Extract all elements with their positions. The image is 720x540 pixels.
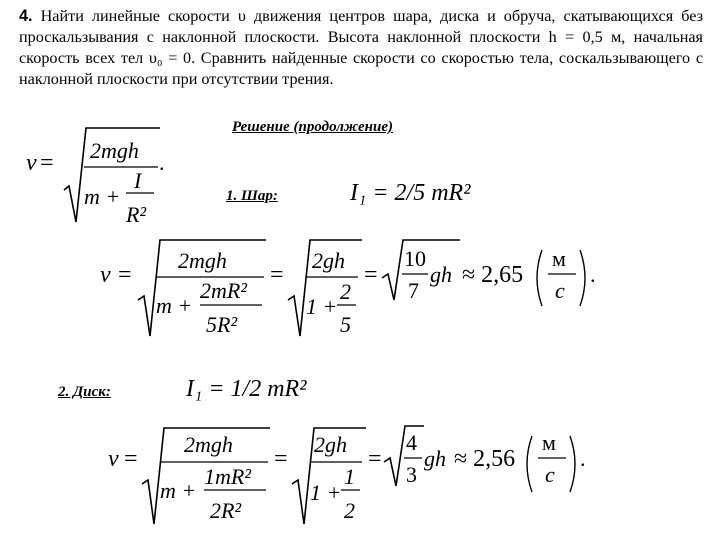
equals-sign: =: [368, 446, 382, 472]
equals-sign: =: [118, 262, 132, 288]
disk-step2-den-one: 1 +: [310, 480, 342, 505]
equals-sign: =: [364, 262, 378, 288]
ball-step3-frac-den: 7: [408, 278, 419, 303]
period: .: [590, 262, 596, 287]
ball-inertia: I₁ = 2/5 mR²: [350, 180, 471, 206]
left-paren: [537, 250, 542, 306]
radical-sign: [384, 426, 424, 486]
period: .: [159, 150, 165, 175]
ball-label: 1. Шар:: [226, 188, 278, 204]
ball-velocity-formula: [100, 240, 596, 337]
disk-step1-den-num: 1mR²: [204, 464, 251, 489]
ball-step2-den-den: 5: [340, 312, 351, 337]
ball-step1-den-num: 2mR²: [200, 278, 247, 303]
equals-sign: =: [274, 446, 288, 472]
disk-step1-den-mass: m +: [160, 478, 197, 503]
equals-sign: =: [124, 446, 138, 472]
right-paren: [570, 436, 575, 492]
disk-label: 2. Диск:: [58, 384, 111, 400]
right-paren: [580, 250, 585, 306]
radius-squared: R²: [126, 202, 147, 227]
disk-step3-var: gh: [424, 446, 446, 471]
disk-step2-den-den: 2: [344, 498, 355, 523]
problem-number: 4.: [19, 7, 33, 25]
inertia-symbol: I: [134, 168, 142, 193]
left-paren: [527, 436, 532, 492]
ball-step1-den-mass: m +: [156, 293, 193, 318]
ball-result: ≈ 2,65: [462, 262, 524, 288]
ball-step3-var: gh: [430, 262, 452, 287]
velocity-symbol: v: [26, 150, 37, 176]
ball-step2-den-num: 2: [340, 279, 351, 304]
ball-unit-num: м: [552, 246, 566, 271]
velocity-symbol: v: [100, 262, 111, 288]
solution-heading: Решение (продолжение): [232, 119, 393, 135]
ball-step1-den-den: 5R²: [206, 312, 238, 337]
ball-step2-numerator: 2gh: [312, 248, 345, 273]
disk-unit-num: м: [542, 430, 556, 455]
ball-step2-den-one: 1 +: [306, 294, 338, 319]
ball-step1-numerator: 2mgh: [178, 248, 227, 273]
equals-sign: =: [40, 150, 54, 176]
velocity-symbol: v: [108, 446, 119, 472]
ball-step3-frac-num: 10: [404, 246, 426, 271]
disk-velocity-formula: [108, 426, 586, 524]
period: .: [580, 446, 586, 471]
disk-unit-den: с: [545, 462, 555, 487]
disk-inertia-formula: [185, 376, 307, 402]
disk-step3-frac-den: 3: [406, 462, 417, 487]
disk-step3-frac-num: 4: [406, 430, 417, 455]
disk-step2-den-num: 1: [344, 464, 355, 489]
disk-step2-numerator: 2gh: [314, 432, 347, 457]
denominator-mass: m +: [84, 184, 121, 209]
equals-sign: =: [270, 262, 284, 288]
disk-result: ≈ 2,56: [454, 446, 516, 472]
ball-inertia-formula: [349, 180, 471, 206]
problem-text: Найти линейные скорости υ движения центров шара, диска и обруча, скатывающихся без проскальзывания с наклонной плоскости. Высота наклонной плоскости h = 0,5 м, начальная скорость всех тел υ₀ = 0. Сравнить найденные скорости со скоростью тела, соскальзывающего с наклонной плоскости при отсутствии трения.: [19, 7, 704, 88]
general-velocity-formula: [26, 128, 165, 227]
disk-step1-den-den: 2R²: [210, 498, 242, 523]
disk-step1-numerator: 2mgh: [184, 432, 233, 457]
numerator: 2mgh: [90, 138, 139, 163]
ball-unit-den: с: [555, 278, 565, 303]
disk-inertia: I₁ = 1/2 mR²: [186, 376, 307, 402]
